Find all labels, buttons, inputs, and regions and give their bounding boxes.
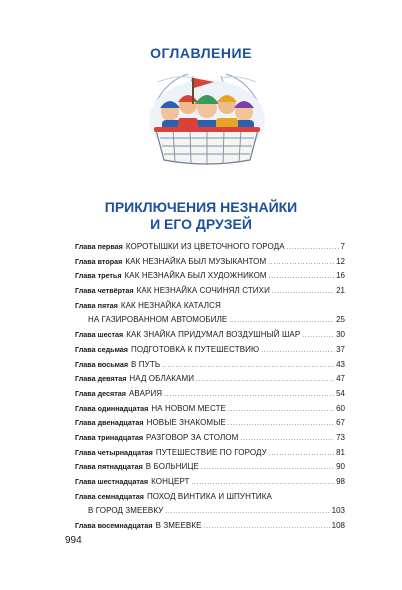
book-heading: [0, 199, 402, 233]
toc-chapter: Глава одиннадцатая: [75, 403, 149, 413]
toc-title: В ПУТЬ: [131, 359, 161, 369]
toc-entry[interactable]: [75, 446, 345, 461]
toc-page: 7: [340, 242, 345, 251]
toc-leader: [268, 256, 334, 271]
toc-chapter: Глава пятая: [75, 300, 118, 310]
toc-chapter: Глава двенадцатая: [75, 418, 144, 428]
toc-leader: [287, 241, 339, 256]
toc-title: В ГОРОД ЗМЕЕВКУ: [88, 506, 164, 516]
toc-title: ПУТЕШЕСТВИЕ ПО ГОРОДУ: [155, 447, 267, 457]
toc-title: КАК НЕЗНАЙКА БЫЛ ХУДОЖНИКОМ: [124, 271, 267, 281]
toc-chapter: Глава четвёртая: [75, 286, 134, 296]
toc-entry[interactable]: [75, 240, 345, 255]
toc-entry[interactable]: [75, 431, 345, 446]
toc-page: 81: [336, 447, 345, 457]
toc-leader: [302, 329, 334, 344]
toc-leader: [164, 388, 334, 403]
toc-title: АВАРИЯ: [128, 388, 163, 398]
toc-leader: [272, 285, 334, 300]
toc-chapter: Глава шестнадцатая: [75, 477, 149, 486]
toc-page: 90: [336, 462, 345, 472]
toc-page: 25: [336, 315, 345, 325]
toc-title: НА НОВОМ МЕСТЕ: [151, 403, 226, 413]
toc-page: 108: [331, 521, 345, 531]
toc-chapter: Глава семнадцатая: [75, 491, 144, 501]
toc-title: В ЗМЕЕВКЕ: [155, 521, 202, 531]
toc-page: 37: [336, 344, 345, 354]
toc-title: КАК ЗНАЙКА ПРИДУМАЛ ВОЗДУШНЫЙ ШАР: [126, 330, 301, 340]
toc-leader: [228, 417, 334, 432]
toc-leader: [192, 476, 335, 491]
toc-title: КАК НЕЗНАЙКА БЫЛ МУЗЫКАНТОМ: [125, 256, 267, 266]
toc-page: 12: [336, 256, 345, 266]
toc-entry[interactable]: [75, 387, 345, 402]
toc-entry[interactable]: [75, 328, 345, 343]
toc-entry[interactable]: [75, 490, 345, 505]
toc-title: КАК НЕЗНАЙКА СОЧИНЯЛ СТИХИ: [136, 286, 270, 296]
toc-leader: [261, 344, 334, 359]
toc-page: 43: [336, 359, 345, 369]
toc-entry[interactable]: [75, 255, 345, 270]
toc-title: В БОЛЬНИЦЕ: [145, 462, 199, 472]
toc-title: ПОХОД ВИНТИКА И ШПУНТИКА: [146, 491, 272, 501]
toc-leader: [229, 314, 334, 329]
toc-entry[interactable]: [75, 519, 345, 534]
toc-chapter: Глава первая: [75, 242, 123, 251]
toc-chapter: Глава пятнадцатая: [75, 462, 143, 472]
toc-title: КОНЦЕРТ: [151, 477, 190, 486]
toc-entry[interactable]: [75, 313, 345, 328]
toc-page: 98: [336, 477, 345, 486]
toc-chapter: Глава девятая: [75, 374, 127, 384]
toc-chapter: Глава седьмая: [75, 344, 128, 354]
book-heading-line: ПРИКЛЮЧЕНИЯ НЕЗНАЙКИ: [104, 199, 298, 215]
toc-leader: [196, 373, 334, 388]
toc-leader: [201, 461, 334, 476]
toc-chapter: Глава десятая: [75, 388, 126, 398]
toc-leader: [165, 505, 329, 520]
toc-title: КОРОТЫШКИ ИЗ ЦВЕТОЧНОГО ГОРОДА: [125, 242, 285, 251]
toc-leader: [269, 447, 334, 462]
table-of-contents: [75, 240, 345, 534]
toc-title: НА ГАЗИРОВАННОМ АВТОМОБИЛЕ: [88, 315, 228, 325]
toc-page: 54: [336, 388, 345, 398]
page-number: 994: [65, 535, 82, 546]
toc-entry[interactable]: [75, 475, 345, 490]
toc-entry[interactable]: [75, 504, 345, 519]
toc-leader: [204, 520, 330, 535]
toc-title: РАЗГОВОР ЗА СТОЛОМ: [146, 432, 239, 442]
page-title: ОГЛАВЛЕНИЕ: [150, 45, 252, 61]
toc-page: 21: [336, 286, 345, 296]
toc-page: 16: [336, 271, 345, 281]
toc-title: КАК НЕЗНАЙКА КАТАЛСЯ: [120, 300, 221, 310]
toc-chapter: Глава третья: [75, 271, 122, 281]
toc-entry[interactable]: [75, 284, 345, 299]
toc-entry[interactable]: [75, 372, 345, 387]
toc-page: 73: [336, 432, 345, 442]
toc-leader: [240, 432, 334, 447]
toc-chapter: Глава восемнадцатая: [75, 521, 153, 531]
toc-leader: [269, 270, 334, 285]
toc-entry[interactable]: [75, 299, 345, 314]
toc-chapter: Глава тринадцатая: [75, 432, 144, 442]
toc-entry[interactable]: [75, 402, 345, 417]
toc-chapter: Глава вторая: [75, 256, 123, 266]
toc-page: 47: [336, 374, 345, 384]
toc-chapter: Глава четырнадцатая: [75, 447, 153, 457]
toc-page: 30: [336, 330, 345, 340]
toc-entry[interactable]: [75, 460, 345, 475]
toc-page: 103: [331, 506, 345, 516]
toc-page: 67: [336, 418, 345, 428]
toc-entry[interactable]: [75, 269, 345, 284]
toc-chapter: Глава восьмая: [75, 359, 129, 369]
toc-leader: [228, 403, 334, 418]
toc-title: НОВЫЕ ЗНАКОМЫЕ: [146, 418, 226, 428]
toc-entry[interactable]: [75, 343, 345, 358]
toc-title: НАД ОБЛАКАМИ: [129, 374, 195, 384]
toc-title: ПОДГОТОВКА К ПУТЕШЕСТВИЮ: [131, 344, 260, 354]
toc-entry[interactable]: [75, 416, 345, 431]
toc-entry[interactable]: [75, 358, 345, 373]
toc-chapter: Глава шестая: [75, 330, 124, 340]
toc-leader: [162, 359, 334, 374]
book-heading-line: И ЕГО ДРУЗЕЙ: [150, 216, 252, 232]
toc-page: 60: [336, 403, 345, 413]
balloon-basket-illustration: [148, 72, 266, 168]
